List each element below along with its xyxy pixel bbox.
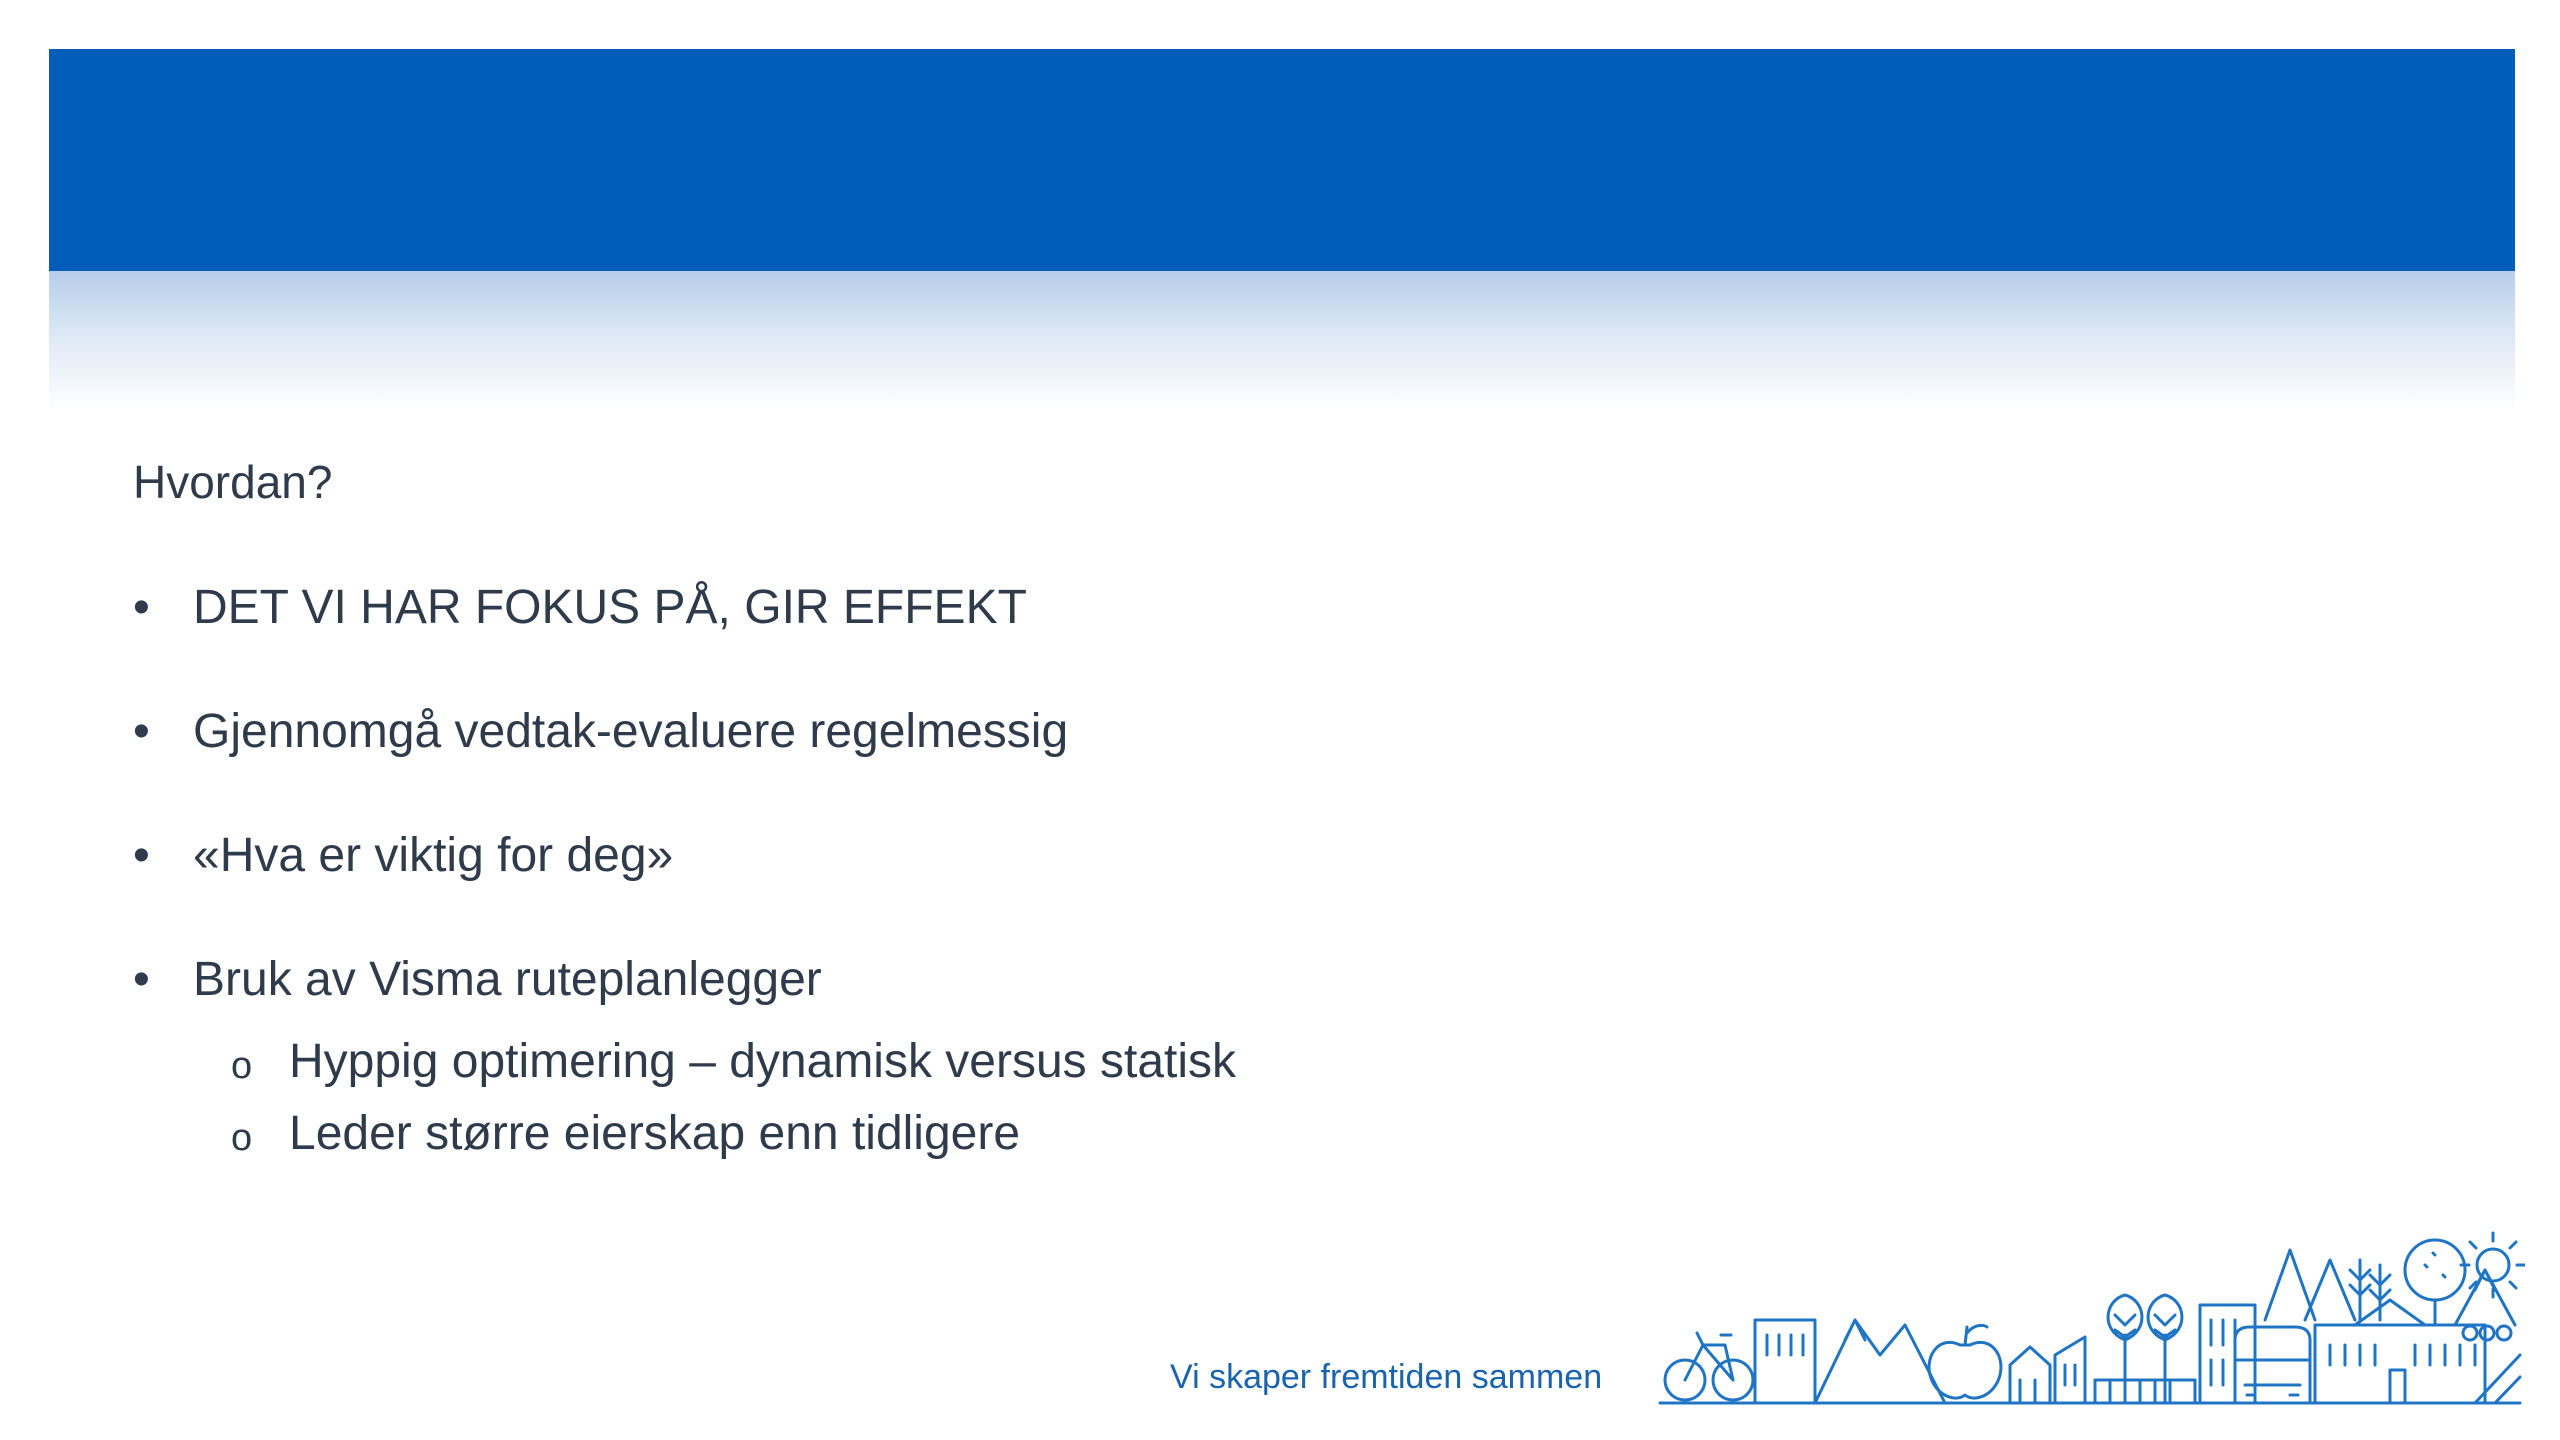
slide-intro: Hvordan? — [133, 456, 333, 508]
bullet-marker: • — [133, 705, 150, 758]
sub-bullet-text: Hyppig optimering – dynamisk versus statisk — [289, 1035, 1237, 1088]
bullet-text: «Hva er viktig for deg» — [193, 829, 674, 882]
bullet-text: Gjennomgå vedtak-evaluere regelmessig — [193, 705, 1069, 758]
sub-bullet-text: Leder større eierskap enn tidligere — [289, 1107, 1021, 1160]
bullet-text: DET VI HAR FOKUS PÅ, GIR EFFEKT — [193, 581, 1027, 634]
bullet-marker: • — [133, 829, 150, 882]
footer-tagline: Vi skaper fremtiden sammen — [1170, 1358, 1603, 1396]
sub-bullet-marker: o — [231, 1117, 253, 1159]
bullet-marker: • — [133, 953, 150, 1006]
bullet-marker: • — [133, 581, 150, 634]
cityscape-illustration-icon — [1655, 1215, 2525, 1415]
sub-bullet-marker: o — [231, 1045, 253, 1087]
bullet-text: Bruk av Visma ruteplanlegger — [193, 953, 822, 1006]
